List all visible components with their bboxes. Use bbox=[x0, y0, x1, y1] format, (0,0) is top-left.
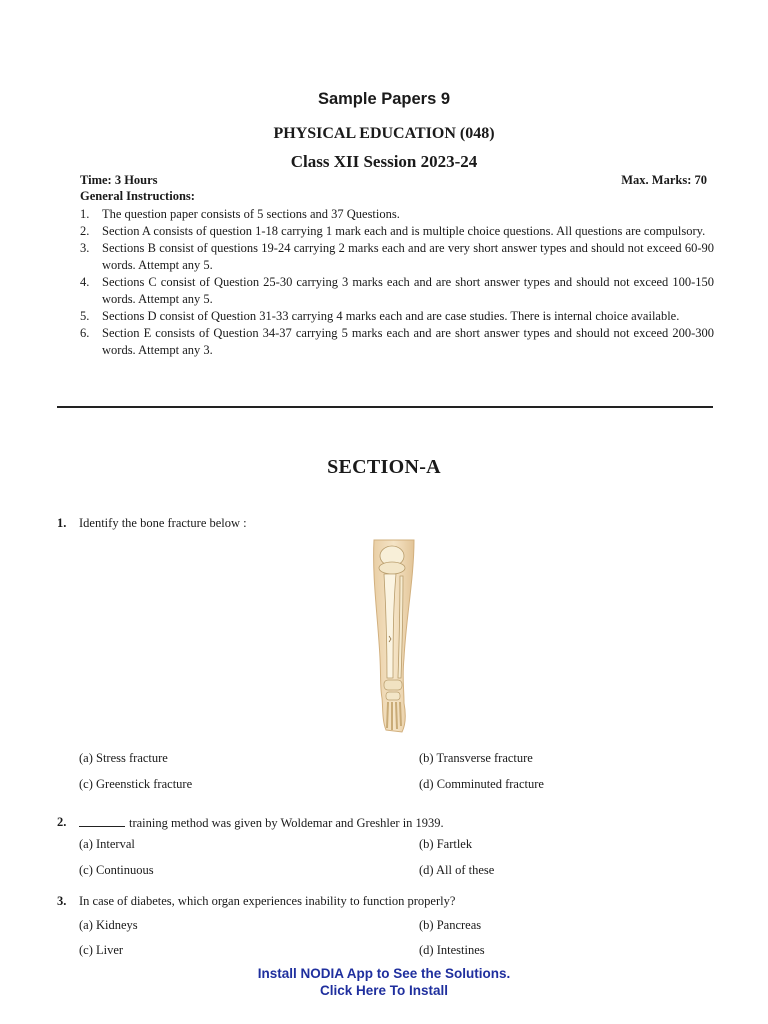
question-text: training method was given by Woldemar and Greshler in 1939. bbox=[129, 816, 444, 830]
instructions-list bbox=[80, 206, 714, 359]
instruction-item bbox=[80, 206, 714, 223]
option-a: (a) Kidneys bbox=[79, 918, 138, 932]
question-text-wrap bbox=[79, 815, 444, 831]
answer-blank bbox=[79, 815, 125, 827]
option-a: (a) Interval bbox=[79, 837, 135, 851]
instruction-number: 2. bbox=[80, 224, 90, 238]
instructions-heading: General Instructions: bbox=[80, 189, 195, 203]
question-1 bbox=[57, 516, 713, 532]
question-number: 2. bbox=[57, 815, 67, 829]
click-to-install-text[interactable]: Click Here To Install bbox=[319, 983, 449, 998]
series-title: Sample Papers 9 bbox=[317, 90, 451, 108]
time-label: Time: 3 Hours bbox=[80, 173, 158, 187]
question-3 bbox=[57, 894, 713, 910]
instruction-text: Sections B consist of questions 19-24 carrying 2 marks each and are very short answer types and should not exceed 60-90 words. Attempt any 5. bbox=[102, 241, 714, 272]
option-c: (c) Liver bbox=[79, 943, 124, 957]
option-c: (c) Greenstick fracture bbox=[79, 777, 193, 791]
section-heading: SECTION-A bbox=[327, 456, 441, 478]
option-b: (b) Pancreas bbox=[419, 918, 482, 932]
instruction-item bbox=[80, 223, 714, 240]
option-b: (b) Fartlek bbox=[419, 837, 473, 851]
question-text: In case of diabetes, which organ experiences inability to function properly? bbox=[79, 894, 456, 908]
question-number: 1. bbox=[57, 516, 67, 530]
instruction-text: Sections C consist of Question 25-30 carrying 3 marks each and are short answer types and should not exceed 100-150 words. Attempt any 5. bbox=[102, 275, 714, 306]
question-text: Identify the bone fracture below : bbox=[79, 516, 247, 530]
class-session-title: Class XII Session 2023-24 bbox=[290, 152, 478, 171]
option-d: (d) All of these bbox=[419, 863, 495, 877]
instruction-item bbox=[80, 240, 714, 274]
option-c: (c) Continuous bbox=[79, 863, 154, 877]
max-marks-label: Max. Marks: 70 bbox=[621, 173, 707, 187]
instruction-item bbox=[80, 308, 714, 325]
subject-title: PHYSICAL EDUCATION (048) bbox=[273, 125, 495, 142]
question-number: 3. bbox=[57, 894, 67, 908]
option-b: (b) Transverse fracture bbox=[419, 751, 533, 765]
divider bbox=[57, 406, 713, 408]
instruction-text: Section A consists of question 1-18 carrying 1 mark each and is multiple choice questions. All questions are compulsory. bbox=[102, 224, 706, 238]
instruction-number: 5. bbox=[80, 309, 90, 323]
option-d: (d) Intestines bbox=[419, 943, 485, 957]
install-app-text[interactable]: Install NODIA App to See the Solutions. bbox=[257, 966, 511, 981]
instruction-number: 6. bbox=[80, 326, 90, 340]
option-a: (a) Stress fracture bbox=[79, 751, 168, 765]
question-2 bbox=[57, 815, 713, 831]
instruction-number: 4. bbox=[80, 275, 90, 289]
install-app-link[interactable] bbox=[0, 965, 768, 999]
instruction-item bbox=[80, 325, 714, 359]
instruction-text: The question paper consists of 5 sections and 37 Questions. bbox=[102, 207, 400, 221]
instruction-number: 3. bbox=[80, 241, 90, 255]
instruction-item bbox=[80, 274, 714, 308]
option-d: (d) Comminuted fracture bbox=[419, 777, 544, 791]
instruction-number: 1. bbox=[80, 207, 90, 221]
instruction-text: Section E consists of Question 34-37 carrying 5 marks each and are short answer types and should not exceed 200-300 words. Attempt any 3. bbox=[102, 326, 714, 357]
instruction-text: Sections D consist of Question 31-33 carrying 4 marks each and are case studies. There is internal choice available. bbox=[102, 309, 680, 323]
leg-bone-fracture-image bbox=[362, 538, 432, 734]
